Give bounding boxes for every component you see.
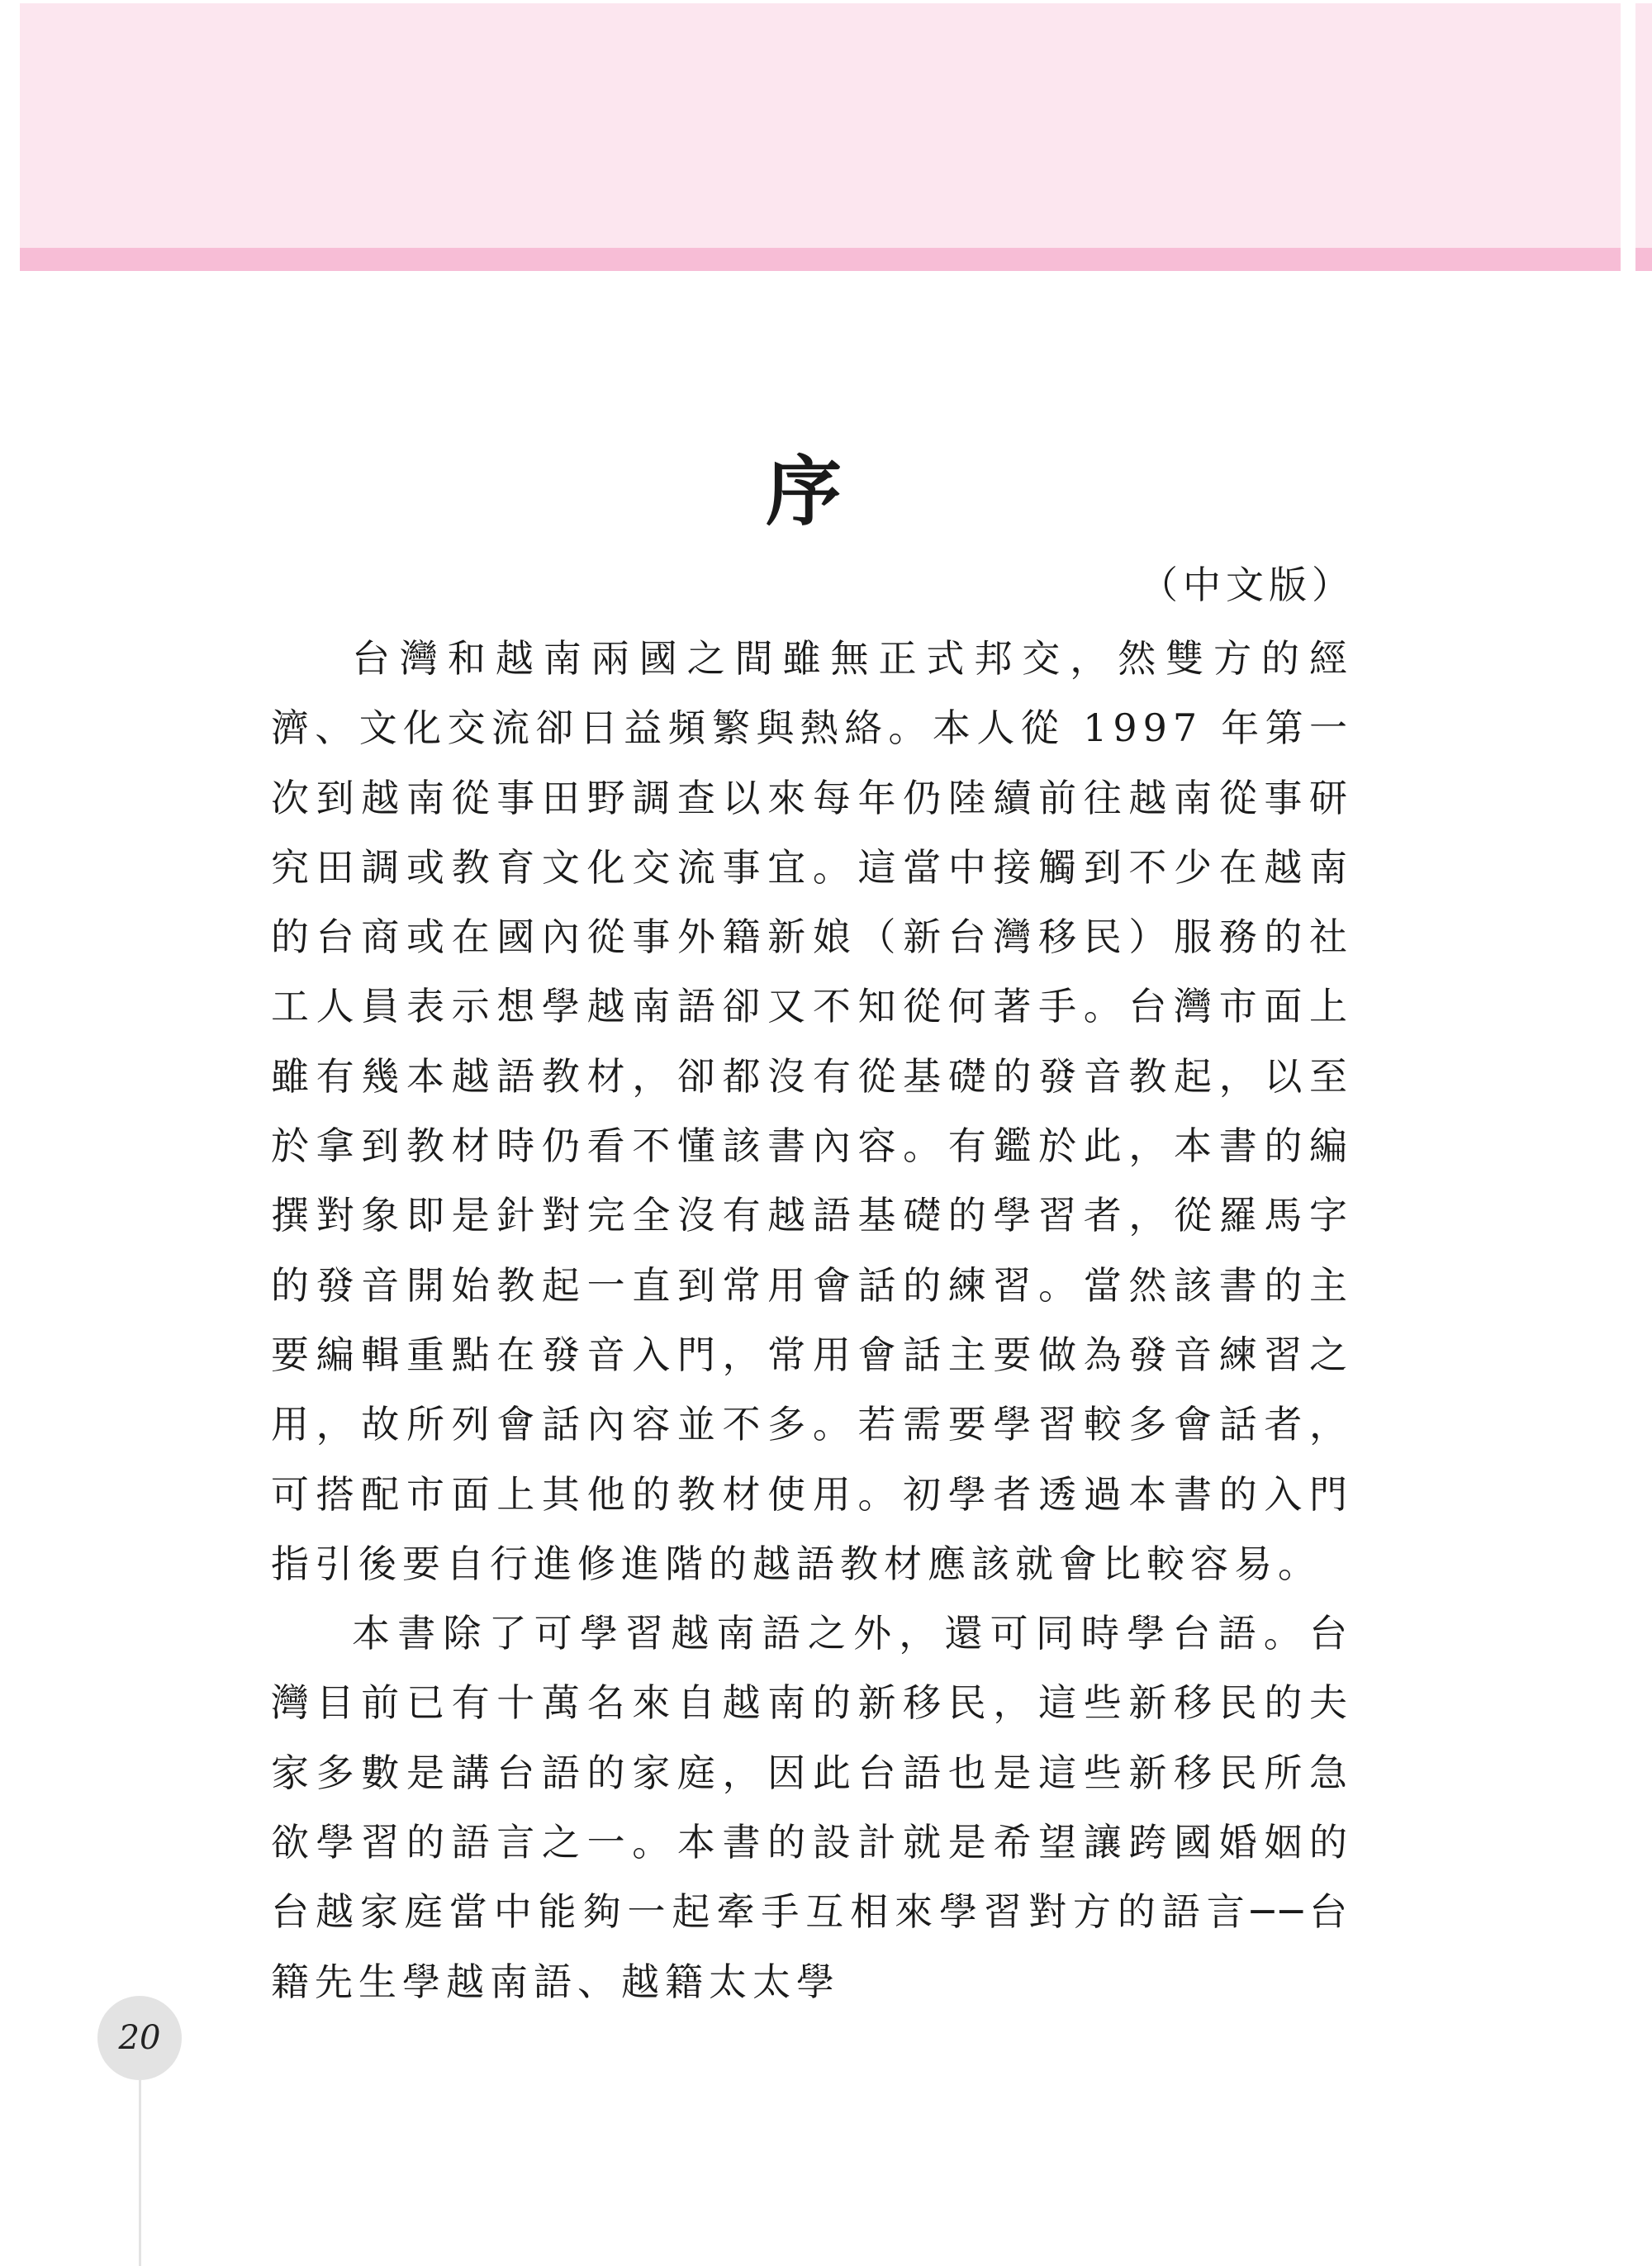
edition-label: （中文版）: [1140, 563, 1355, 607]
page-number-line: [139, 2080, 141, 2266]
paragraph-1: 台灣和越南兩國之間雖無正式邦交，然雙方的經濟、文化交流卻日益頻繁與熱絡。本人從 1997 年第一次到越南從事田野調查以來每年仍陸續前往越南從事研究田調或教育文化交流事宜。這當中接觸到不少在越南的台商或在國內從事外籍新娘（新台灣移民）服務的社工人員表示想學越南語卻又不知從何著手。台灣市面上雖有幾本越語教材，卻都沒有從基礎的發音教起，以至於拿到教材時仍看不懂該書內容。有鑑於此，本書的編撰對象即是針對完全沒有越語基礎的學習者，從羅馬字的發音開始教起一直到常用會話的練習。當然該書的主要編輯重點在發音入門，常用會話主要做為發音練習之用，故所列會話內容並不多。若需要學習較多會話者，可搭配市面上其他的教材使用。初學者透過本書的入門指引後要自行進修進階的越語教材應該就會比較容易。: [271, 636, 1353, 1586]
page-title: 序: [765, 447, 845, 536]
paragraph-2: 本書除了可學習越南語之外，還可同時學台語。台灣目前已有十萬名來自越南的新移民，這些新移民的夫家多數是講台語的家庭，因此台語也是這些新移民所急欲學習的語言之一。本書的設計就是希望讓跨國婚姻的台越家庭當中能夠一起牽手互相來學習對方的語言──台籍先生學越南語、越籍太太學: [271, 1611, 1353, 2004]
header-stripe: [20, 248, 1621, 271]
header-band-edge: [1635, 3, 1652, 248]
header-stripe-edge: [1635, 248, 1652, 271]
page-number: 20: [118, 2019, 161, 2057]
header-band: [20, 3, 1621, 248]
preface-body: [271, 624, 1353, 2017]
